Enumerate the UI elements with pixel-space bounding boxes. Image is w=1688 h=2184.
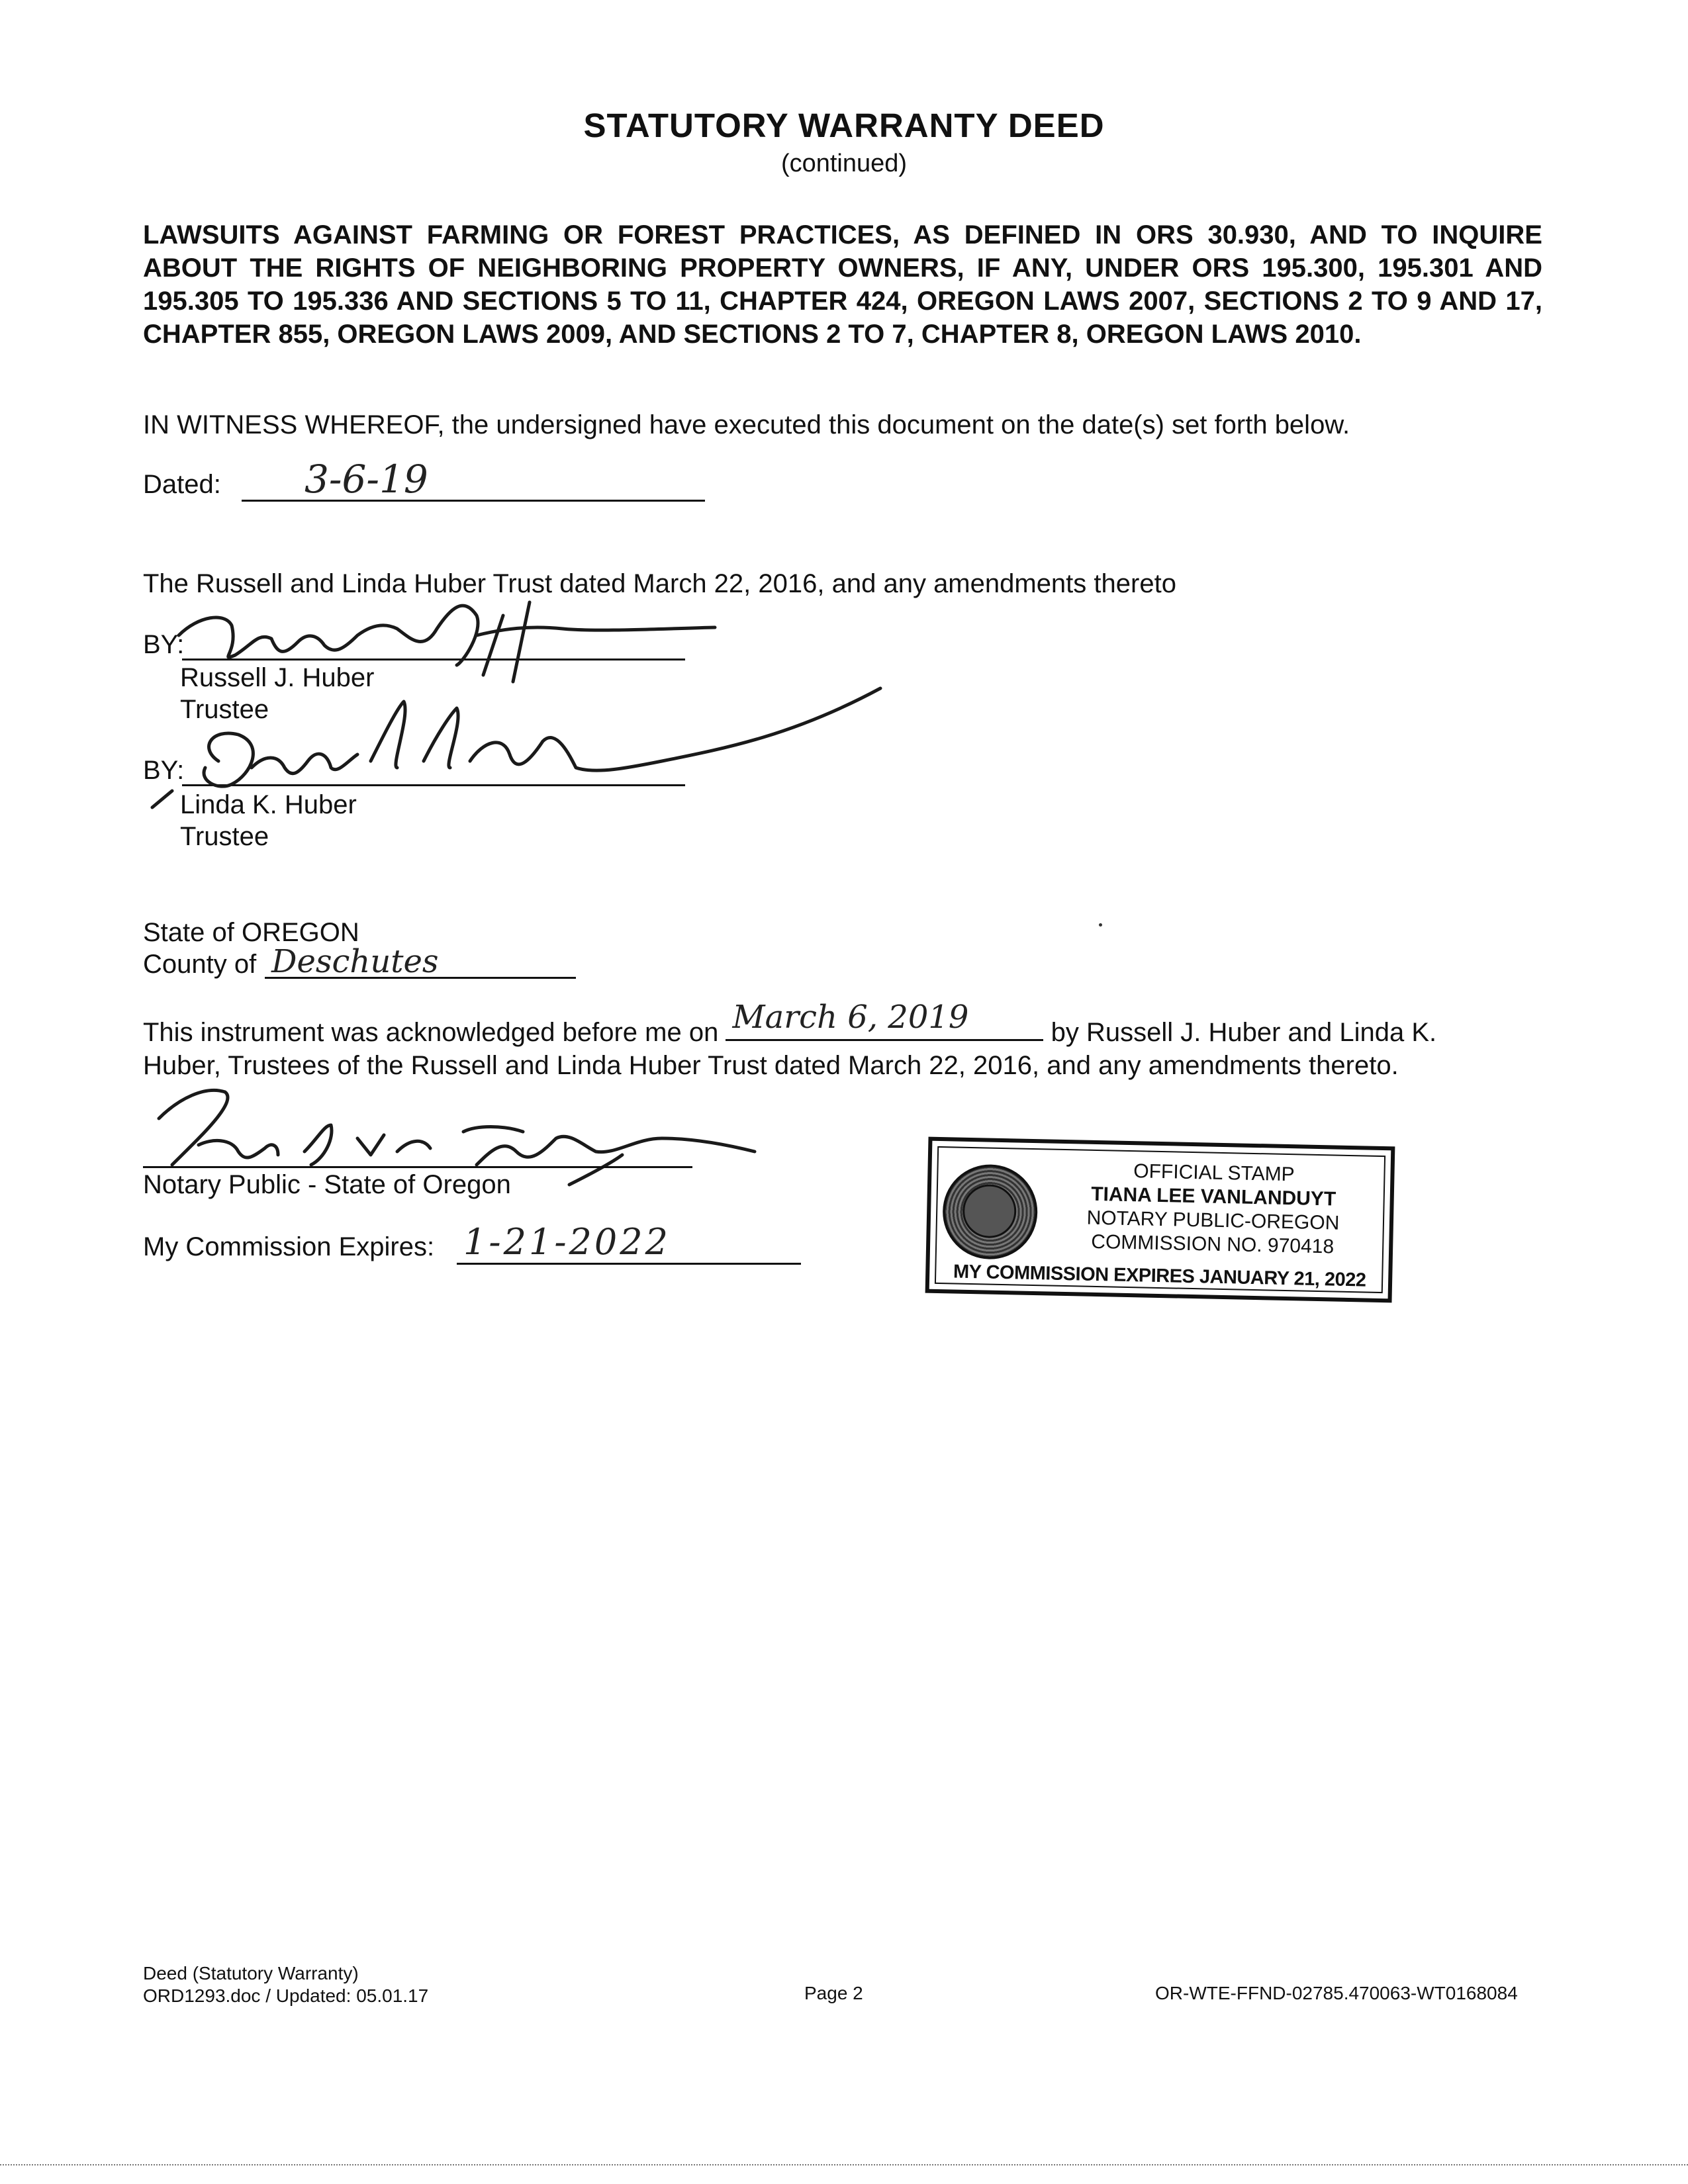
ack-prefix: This instrument was acknowledged before me on: [143, 1018, 719, 1047]
stamp-line-1: OFFICIAL STAMP: [1133, 1160, 1295, 1186]
county-label: County of: [143, 950, 257, 979]
commission-expires-label: My Commission Expires:: [143, 1232, 435, 1261]
stamp-text-block: [1043, 1158, 1384, 1260]
dated-label: Dated:: [143, 470, 221, 499]
stamp-line-2: TIANA LEE VANLANDUYT: [1090, 1183, 1336, 1210]
document-title: STATUTORY WARRANTY DEED: [583, 107, 1105, 144]
scan-speck: [1099, 923, 1102, 927]
legal-disclosure-paragraph: LAWSUITS AGAINST FARMING OR FOREST PRACTICES, AS DEFINED IN ORS 30.930, AND TO INQUIRE ABOUT THE RIGHTS OF NEIGHBORING PROPERTY OWNERS, IF ANY, UNDER ORS 195.300, 195.301 AND 195.305 TO 195.336 AND SECTIONS 5 TO 11, CHAPTER 424, OREGON LAWS 2007, SECTIONS 2 TO 9 AND 17, CHAPTER 855, OREGON LAWS 2009, AND SECTIONS 2 TO 7, CHAPTER 8, OREGON LAWS 2010.: [143, 220, 1542, 349]
witness-statement: IN WITNESS WHEREOF, the undersigned have executed this document on the date(s) set forth below.: [143, 410, 1350, 439]
signer-2-by-label: BY:: [143, 756, 185, 785]
commission-underline: [457, 1263, 801, 1265]
signer-2-name: Linda K. Huber: [180, 790, 357, 819]
ack-line-2: Huber, Trustees of the Russell and Linda Huber Trust dated March 22, 2016, and any amendments thereto.: [143, 1051, 1399, 1080]
notary-public-label: Notary Public - State of Oregon: [143, 1170, 511, 1199]
footer-doc-file: ORD1293.doc / Updated: 05.01.17: [143, 1985, 429, 2006]
ack-date-field: [726, 999, 1043, 1041]
notary-signature-line: [143, 1166, 692, 1168]
dated-handwritten-value: 3-6-19: [305, 457, 428, 502]
stamp-line-4: COMMISSION NO. 970418: [1091, 1230, 1335, 1258]
ack-suffix: by Russell J. Huber and Linda K.: [1051, 1018, 1437, 1047]
signature-russell-huber: [179, 602, 715, 682]
county-handwritten-value: Deschutes: [271, 943, 439, 980]
signer-1-title: Trustee: [180, 695, 269, 724]
footer-reference-number: OR-WTE-FFND-02785.470063-WT0168084: [1155, 1983, 1518, 2003]
stamp-line-3: NOTARY PUBLIC-OREGON: [1086, 1206, 1340, 1234]
state-line: State of OREGON: [143, 918, 359, 947]
signer-2-title: Trustee: [180, 822, 269, 851]
acknowledgment-paragraph: [143, 999, 1546, 1082]
document-subtitle: (continued): [780, 150, 908, 177]
trust-name-line: The Russell and Linda Huber Trust dated March 22, 2016, and any amendments thereto: [143, 569, 1176, 598]
signature-linda-huber: [152, 688, 880, 807]
notary-official-stamp: [925, 1137, 1395, 1303]
footer-doc-name: Deed (Statutory Warranty): [143, 1963, 359, 1983]
signer-1-name: Russell J. Huber: [180, 663, 375, 692]
footer-page-number: Page 2: [804, 1983, 863, 2003]
commission-handwritten-value: 1-21-2022: [463, 1221, 671, 1263]
ack-date-handwritten: March 6, 2019: [732, 999, 969, 1036]
signer-1-by-label: BY:: [143, 630, 185, 659]
scan-edge-line: [0, 2164, 1688, 2165]
stamp-line-5: MY COMMISSION EXPIRES JANUARY 21, 2022: [953, 1261, 1366, 1291]
footer-doc-info: [143, 1962, 428, 2007]
